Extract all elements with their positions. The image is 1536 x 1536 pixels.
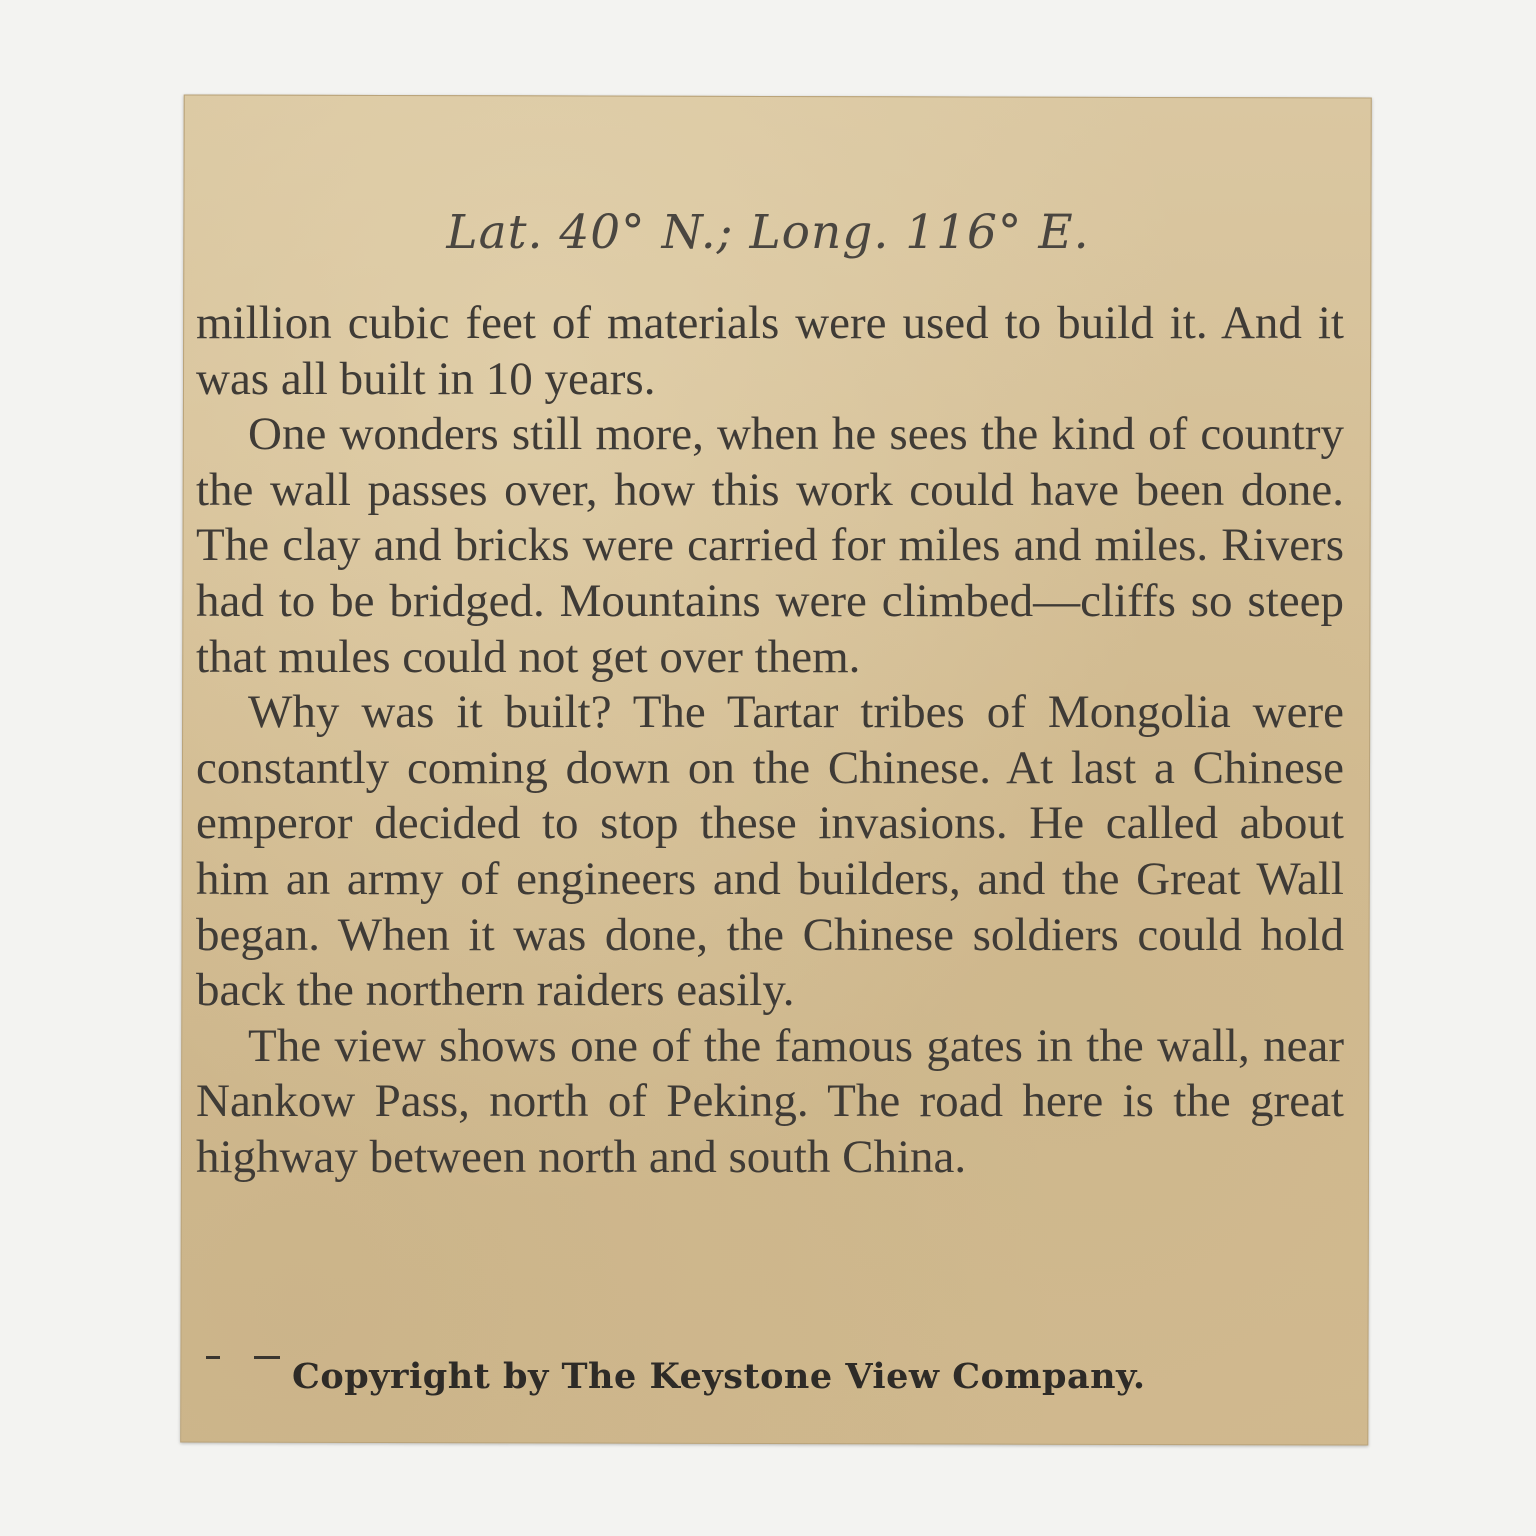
paragraph-4: The view shows one of the famous gates in the wall, near Nankow Pass, north of Peking. The road here is the great highway between north and south China.: [196, 1019, 1344, 1183]
paragraph-2: One wonders still more, when he sees the kind of country the wall passes over, how this work could have been done. The clay and bricks were carried for miles and miles. Rivers had to be bridged. Mountains were climbed—cliffs so steep that mules could not get over them.: [196, 408, 1344, 683]
print-dash-mark: [206, 1356, 220, 1359]
print-dash-mark: [254, 1356, 280, 1359]
card-body-text: [196, 296, 1344, 1186]
paragraph-1: million cubic feet of materials were used to build it. And it was all built in 10 years.: [196, 297, 1344, 405]
coordinates-heading: Lat. 40° N.; Long. 116° E.: [446, 205, 1090, 260]
copyright-line: Copyright by The Keystone View Company.: [292, 1356, 1146, 1397]
paragraph-3: Why was it built? The Tartar tribes of Mongolia were constantly coming down on the Chinese. At last a Chinese emperor decided to stop these invasions. He called about him an army of engineers and builders, and the Great Wall began. When it was done, the Chinese soldiers could hold back the northern raiders easily.: [196, 686, 1344, 1017]
